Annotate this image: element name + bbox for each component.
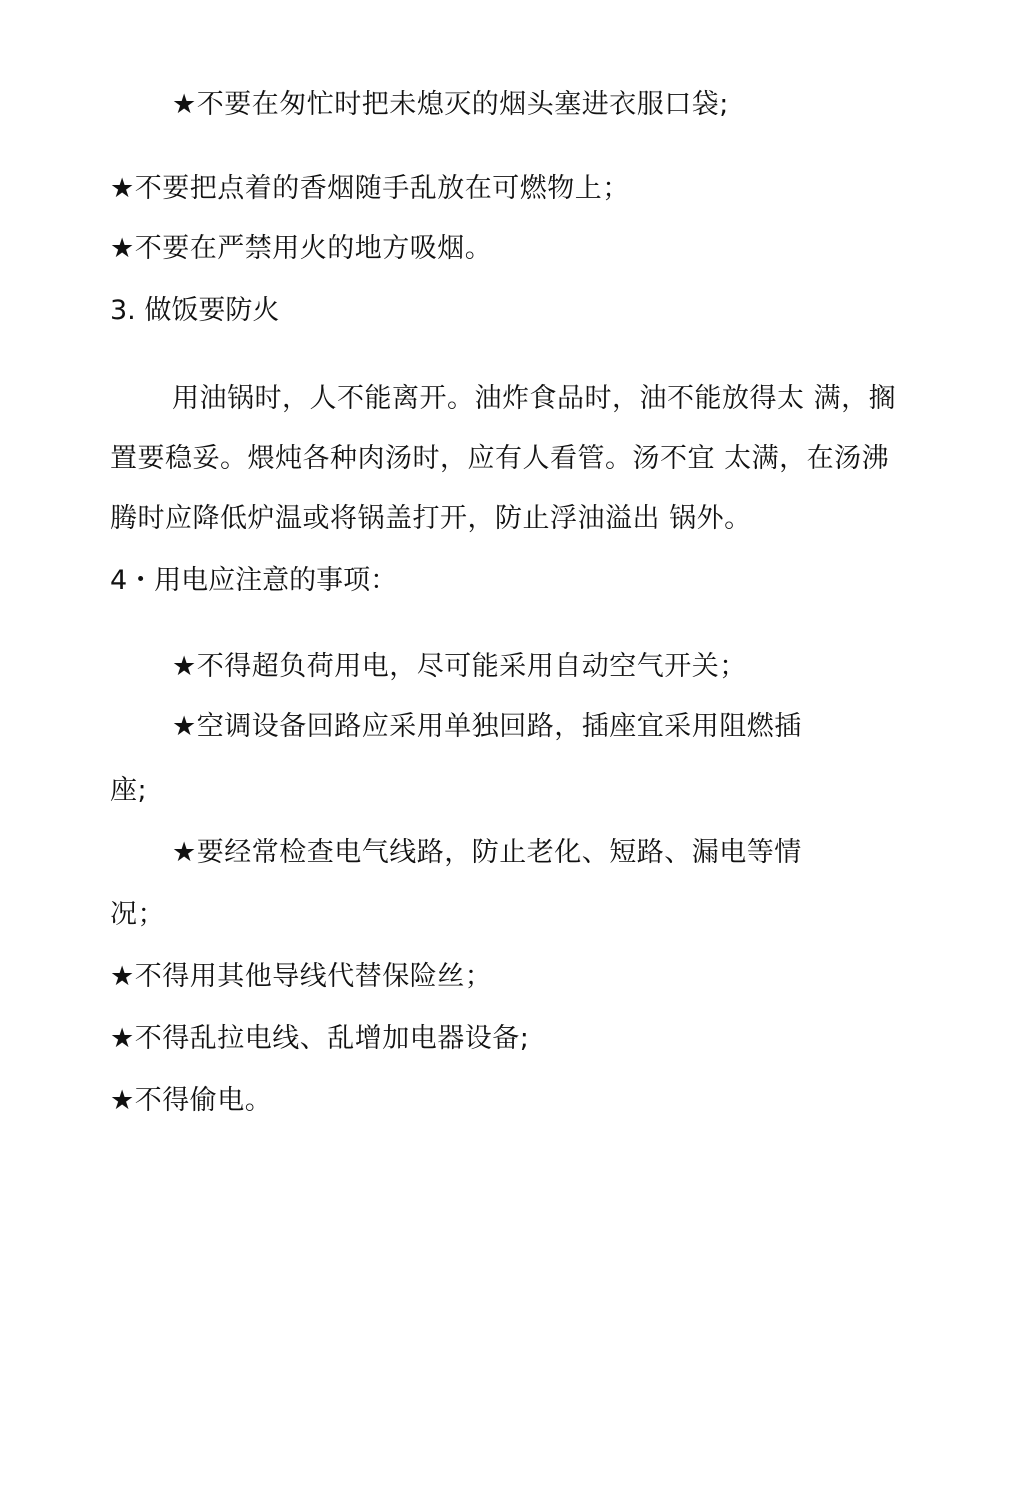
section-3-paragraph-line-1: 用油锅时，人不能离开。油炸食品时，油不能放得太 满，搁	[172, 383, 897, 414]
bullet-cigarette-combustible: ★不要把点着的香烟随手乱放在可燃物上；	[110, 173, 630, 204]
bullet-aircon-circuit-cont: 座;	[110, 775, 148, 806]
section-3-paragraph-line-2: 置要稳妥。煨炖各种肉汤时，应有人看管。汤不宜 太满，在汤沸	[110, 443, 890, 474]
bullet-no-messy-wiring: ★不得乱拉电线、乱增加电器设备;	[110, 1023, 530, 1054]
bullet-cigarette-pocket: ★不要在匆忙时把未熄灭的烟头塞进衣服口袋;	[172, 89, 729, 120]
section-3-paragraph-line-3: 腾时应降低炉温或将锅盖打开，防止浮油溢出 锅外。	[110, 503, 752, 534]
bullet-no-fuse-substitute: ★不得用其他导线代替保险丝；	[110, 961, 493, 992]
section-3-heading: 3. 做饭要防火	[110, 295, 280, 326]
bullet-inspect-wiring: ★要经常检查电气线路，防止老化、短路、漏电等情	[172, 837, 802, 868]
bullet-aircon-circuit: ★空调设备回路应采用单独回路，插座宜采用阻燃插	[172, 711, 802, 742]
bullet-inspect-wiring-cont: 况；	[110, 899, 165, 930]
bullet-no-smoking-area: ★不要在严禁用火的地方吸烟。	[110, 233, 493, 264]
bullet-no-overload: ★不得超负荷用电，尽可能采用自动空气开关；	[172, 651, 747, 682]
bullet-no-power-theft: ★不得偷电。	[110, 1085, 273, 1116]
section-4-heading: 4・用电应注意的事项：	[110, 565, 398, 596]
